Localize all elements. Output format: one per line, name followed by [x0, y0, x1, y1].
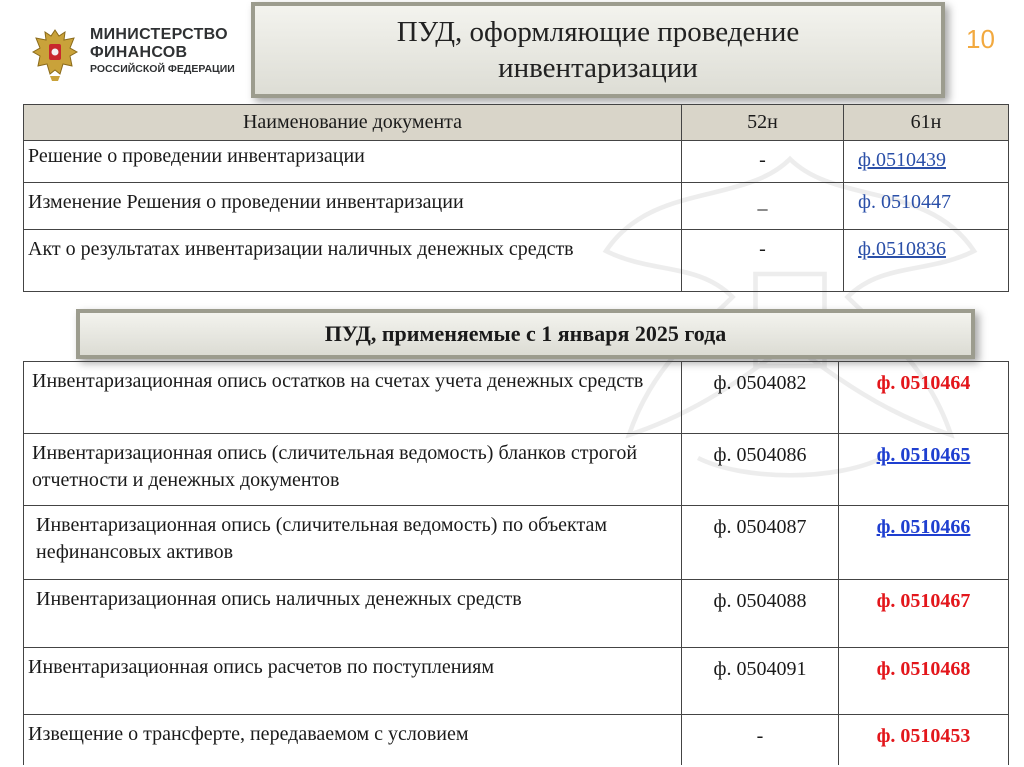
- table-row: [24, 230, 1009, 292]
- document-name: Инвентаризационная опись остатков на счетах учета денежных средств: [24, 362, 682, 434]
- document-name: Инвентаризационная опись (сличительная ведомость) по объектам нефинансовых активов: [24, 506, 682, 580]
- ministry-name: [90, 26, 235, 76]
- ministry-line-2: ФИНАНСОВ: [90, 43, 188, 61]
- section-banner: ПУД, применяемые с 1 января 2025 года: [76, 309, 975, 359]
- form-52n: ф. 0504088: [682, 580, 839, 648]
- table-row: [24, 506, 1009, 580]
- form-52n: ф. 0504086: [682, 434, 839, 506]
- form-61n-link[interactable]: ф. 0510466: [876, 516, 971, 538]
- header-52n: 52н: [682, 105, 844, 141]
- table-row: [24, 715, 1009, 765]
- form-61n[interactable]: [839, 506, 1009, 580]
- form-52n: _: [682, 183, 844, 230]
- document-name: Извещение о трансферте, передаваемом с условием: [24, 715, 682, 765]
- table-row: [24, 362, 1009, 434]
- table-row: [24, 141, 1009, 183]
- slide-number: 10: [966, 24, 995, 54]
- ministry-line-1: МИНИСТЕРСТВО: [90, 26, 228, 43]
- title-line-1: ПУД, оформляющие проведение: [396, 15, 800, 48]
- form-61n-text: ф. 0510447: [858, 191, 951, 213]
- document-name: Инвентаризационная опись (сличительная ведомость) бланков строгой отчетности и денежных документов: [24, 434, 682, 506]
- new-documents-table: [23, 361, 1009, 765]
- form-52n: ф. 0504087: [682, 506, 839, 580]
- form-61n-link[interactable]: ф.0510439: [858, 149, 946, 171]
- table-header-row: [24, 105, 1009, 141]
- form-61n[interactable]: [839, 434, 1009, 506]
- title-line-2: инвентаризации: [498, 52, 698, 84]
- form-61n[interactable]: [844, 230, 1009, 292]
- form-61n-link[interactable]: ф.0510836: [858, 238, 946, 260]
- coat-of-arms-icon: [30, 26, 80, 82]
- documents-table: [23, 104, 1009, 292]
- table-row: [24, 580, 1009, 648]
- form-61n[interactable]: [844, 141, 1009, 183]
- document-name: Инвентаризационная опись наличных денежных средств: [24, 580, 682, 648]
- form-61n: [844, 183, 1009, 230]
- header-document-name: Наименование документа: [24, 105, 682, 141]
- table-row: [24, 183, 1009, 230]
- table-row: [24, 648, 1009, 715]
- header-61n: 61н: [844, 105, 1009, 141]
- form-61n: ф. 0510467: [839, 580, 1009, 648]
- form-61n: ф. 0510453: [839, 715, 1009, 765]
- form-52n: ф. 0504082: [682, 362, 839, 434]
- title-banner: [251, 2, 945, 98]
- form-61n: ф. 0510468: [839, 648, 1009, 715]
- document-name: Инвентаризационная опись расчетов по поступлениям: [24, 648, 682, 715]
- form-61n-link[interactable]: ф. 0510465: [876, 444, 971, 466]
- document-name: Акт о результатах инвентаризации наличных денежных средств: [24, 230, 682, 292]
- document-name: Изменение Решения о проведении инвентаризации: [24, 183, 682, 230]
- form-52n: ф. 0504091: [682, 648, 839, 715]
- document-name: Решение о проведении инвентаризации: [24, 141, 682, 183]
- table-row: [24, 434, 1009, 506]
- form-61n: ф. 0510464: [839, 362, 1009, 434]
- form-52n: -: [682, 141, 844, 183]
- ministry-line-3: РОССИЙСКОЙ ФЕДЕРАЦИИ: [90, 62, 235, 75]
- form-52n: -: [682, 230, 844, 292]
- form-52n: -: [682, 715, 839, 765]
